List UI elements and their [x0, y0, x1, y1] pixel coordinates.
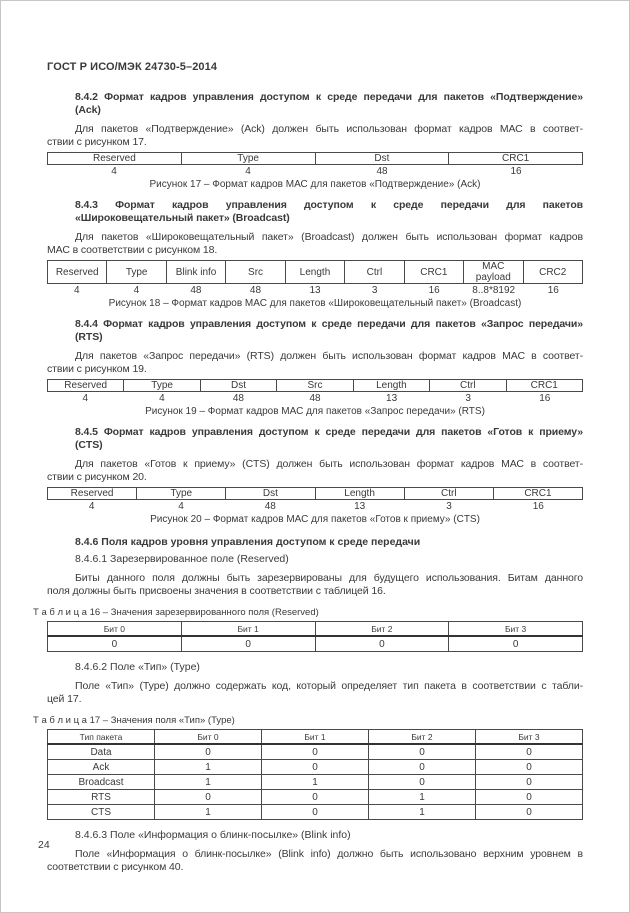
figure-field-bits-row [47, 284, 583, 297]
field-bits-cell: 4 [74, 285, 80, 296]
field-bits-cell: 48 [232, 393, 244, 404]
field-label-cell: Reserved [47, 379, 124, 392]
section-heading [75, 426, 583, 452]
table-cell: 0 [476, 760, 583, 775]
field-bits-cell: 16 [510, 166, 522, 177]
field-label-cell: Blink info [166, 260, 226, 284]
field-bits-cell: 4 [159, 393, 165, 404]
field-label-cell: Reserved [47, 260, 107, 284]
field-label-cell: CRC1 [448, 152, 583, 165]
paragraph-line-2: соответствии с рисунком 40. [47, 861, 184, 873]
data-table [47, 621, 583, 652]
field-label-cell: Ctrl [404, 487, 494, 500]
subsection-paragraph [47, 848, 583, 874]
field-bits-cell: 16 [532, 501, 544, 512]
field-label-cell: Dst [200, 379, 277, 392]
table-cell: 1 [262, 775, 369, 790]
field-bits-cell: 4 [88, 501, 95, 512]
field-label-cell: Length [315, 487, 405, 500]
field-bits-cell: 3 [465, 393, 471, 404]
table-cell: 0 [476, 805, 583, 820]
section-heading-line-1: 8.4.5 Формат кадров управления доступом к среде передачи для пакетов «Готов к приему» [75, 426, 583, 438]
field-label-cell: MAC payload [463, 260, 523, 284]
table-cell: 0 [262, 790, 369, 805]
paragraph-line-1: Биты данного поля должны быть зарезервированы для будущего использования. Битам данного [75, 572, 583, 584]
table-row [48, 760, 583, 775]
mac-frame-format-figure-cts [47, 487, 583, 513]
subsection-8-4-6-2 [33, 661, 583, 820]
mac-frame-format-figure-rts [47, 379, 583, 405]
table-cell: Broadcast [48, 775, 155, 790]
paragraph-line-2: ствии с рисунком 19. [47, 363, 147, 375]
table-row [48, 790, 583, 805]
table-cell: 0 [449, 636, 583, 652]
column-header: Бит 3 [476, 730, 583, 745]
field-label-cell: Type [106, 260, 166, 284]
field-bits-cell: 3 [446, 501, 452, 512]
table-cell: 0 [369, 760, 476, 775]
table-row [48, 775, 583, 790]
field-label-cell: Length [285, 260, 345, 284]
section-8-4-5 [47, 426, 583, 526]
figure-caption: Рисунок 20 – Формат кадров МАС для пакетов «Готов к приему» (CTS) [150, 514, 480, 525]
column-header: Бит 0 [155, 730, 262, 745]
data-table [47, 729, 583, 820]
paragraph-line-1: Для пакетов «Готов к приему» (CTS) должен быть использован формат кадров МАС в соответ- [75, 458, 583, 470]
paragraph-line-2: МАС в соответствии с рисунком 18. [47, 244, 218, 256]
figure-field-labels-row [47, 487, 583, 500]
field-label-cell: Dst [315, 152, 450, 165]
section-heading-line-2: (RTS) [75, 331, 103, 343]
table-cell: 0 [262, 805, 369, 820]
table-cell: 0 [369, 775, 476, 790]
field-bits-cell: 16 [547, 285, 559, 296]
table-cell: 0 [369, 744, 476, 760]
table-cell: 0 [155, 744, 262, 760]
section-8-4-3 [47, 199, 583, 310]
table-16-caption: Т а б л и ц а 16 – Значения зарезервированного поля (Reserved) [33, 607, 319, 618]
table-cell: 0 [476, 790, 583, 805]
figure-caption: Рисунок 17 – Формат кадров МАС для пакетов «Подтверждение» (Ack) [149, 179, 481, 190]
column-header: Бит 0 [48, 622, 182, 637]
section-heading-line-1: 8.4.2 Формат кадров управления доступом к среде передачи для пакетов «Подтверждение» [75, 91, 583, 103]
figure-field-bits-row [47, 165, 583, 178]
paragraph-line-1: Для пакетов «Подтверждение» (Ack) должен быть использован формат кадров МАС в соответ- [75, 123, 583, 135]
section-heading-line-2: (CTS) [75, 439, 103, 451]
section-heading-line-2: (Ack) [75, 104, 101, 116]
subsection-heading: 8.4.6.1 Зарезервированное поле (Reserved) [75, 553, 289, 565]
figure-field-labels-row [47, 379, 583, 392]
field-bits-cell: 16 [428, 285, 440, 296]
figure-field-bits-row [47, 500, 583, 513]
field-bits-cell: 4 [133, 285, 140, 296]
field-bits-cell: 48 [309, 393, 321, 404]
subsection-heading: 8.4.6.3 Поле «Информация о блинк-посылке» (Blink info) [75, 829, 351, 841]
table-17-type-values [47, 729, 583, 820]
header-row [48, 730, 583, 745]
field-label-cell: Dst [225, 487, 315, 500]
field-bits-cell: 48 [249, 285, 262, 296]
field-label-cell: CRC1 [404, 260, 464, 284]
field-bits-cell: 4 [111, 166, 117, 177]
section-8-4-2 [47, 91, 583, 191]
table-row [48, 744, 583, 760]
paragraph-line-1: Для пакетов «Запрос передачи» (RTS) должен быть использован формат кадров МАС в соответ- [75, 350, 583, 362]
field-bits-cell: 13 [354, 501, 366, 512]
table-cell: 0 [262, 760, 369, 775]
paragraph-line-1: Для пакетов «Широковещательный пакет» (Broadcast) должен быть использован формат кадров [75, 231, 583, 243]
paragraph-line-1: Поле «Тип» (Type) должно содержать код, который определяет тип пакета в соответствии с табли- [75, 680, 583, 692]
section-heading-line-2: «Широковещательный пакет» (Broadcast) [75, 212, 290, 224]
field-bits-cell: 48 [190, 285, 202, 296]
section-heading-line-1: 8.4.3 Формат кадров управления доступом к среде передачи для пакетов [75, 199, 583, 211]
section-heading [75, 199, 583, 225]
field-label-cell: Type [136, 487, 226, 500]
section-heading [75, 318, 583, 344]
table-cell: Ack [48, 760, 155, 775]
subsection-paragraph [47, 680, 583, 706]
field-label-cell: Reserved [47, 152, 182, 165]
field-bits-cell: 4 [245, 166, 251, 177]
mac-frame-format-figure-ack [47, 152, 583, 178]
figure-field-labels-row [47, 152, 583, 165]
field-bits-cell: 48 [376, 166, 388, 177]
paragraph-line-2: цей 17. [47, 693, 82, 705]
mac-frame-format-figure-broadcast [47, 260, 583, 297]
paragraph-line-1: Поле «Информация о блинк-посылке» (Blink info) должно быть использовано верхним уровнем в [75, 848, 583, 860]
field-label-cell: Ctrl [429, 379, 506, 392]
field-bits-cell: 48 [264, 501, 276, 512]
section-paragraph [47, 350, 583, 376]
field-label-cell: Type [181, 152, 316, 165]
figure-caption: Рисунок 19 – Формат кадров МАС для пакетов «Запрос передачи» (RTS) [145, 406, 485, 417]
table-cell: 0 [181, 636, 315, 652]
table-17-caption: Т а б л и ц а 17 – Значения поля «Тип» (Type) [33, 715, 235, 726]
table-cell: 0 [48, 636, 182, 652]
table-row [48, 805, 583, 820]
subsection-heading: 8.4.6.2 Поле «Тип» (Type) [75, 661, 200, 673]
field-label-cell: CRC2 [523, 260, 583, 284]
paragraph-line-2: поля должны быть присвоены значения в соответствии с таблицей 16. [47, 585, 386, 597]
table-cell: 0 [476, 744, 583, 760]
document-header-title: ГОСТ Р ИСО/МЭК 24730-5–2014 [47, 61, 218, 73]
figure-field-bits-row [47, 392, 583, 405]
table-cell: 0 [315, 636, 449, 652]
field-label-cell: Length [353, 379, 430, 392]
section-paragraph [47, 123, 583, 149]
page-number: 24 [38, 839, 50, 851]
field-bits-cell: 4 [82, 393, 89, 404]
column-header: Тип пакета [48, 730, 155, 745]
section-heading-line-1: 8.4.4 Формат кадров управления доступом к среде передачи для пакетов «Запрос передачи» [75, 318, 583, 330]
table-row [48, 636, 583, 652]
figure-field-labels-row [47, 260, 583, 284]
figure-caption: Рисунок 18 – Формат кадров МАС для пакетов «Широковещательный пакет» (Broadcast) [108, 298, 522, 309]
field-label-cell: Reserved [47, 487, 137, 500]
table-cell: RTS [48, 790, 155, 805]
section-paragraph [47, 231, 583, 257]
field-label-cell: CRC1 [493, 487, 583, 500]
paragraph-line-2: ствии с рисунком 17. [47, 136, 147, 148]
section-8-4-4 [47, 318, 583, 418]
field-bits-cell: 13 [309, 285, 321, 296]
field-label-cell: Src [276, 379, 353, 392]
paragraph-line-2: ствии с рисунком 20. [47, 471, 147, 483]
section-paragraph [47, 458, 583, 484]
field-bits-cell: 3 [371, 285, 378, 296]
table-cell: 0 [262, 744, 369, 760]
field-label-cell: Ctrl [344, 260, 404, 284]
table-cell: 1 [369, 790, 476, 805]
subsection-8-4-6-3 [47, 829, 583, 874]
table-16-reserved-values [47, 621, 583, 652]
table-cell: CTS [48, 805, 155, 820]
section-8-4-6-heading: 8.4.6 Поля кадров уровня управления доступом к среде передачи [75, 536, 421, 548]
field-bits-cell: 16 [539, 393, 551, 404]
table-cell: Data [48, 744, 155, 760]
table-cell: 1 [155, 760, 262, 775]
table-cell: 1 [155, 805, 262, 820]
field-label-cell: CRC1 [506, 379, 583, 392]
field-bits-cell: 8..8*8192 [472, 285, 516, 296]
subsection-8-4-6-1 [33, 553, 583, 652]
column-header: Бит 2 [315, 622, 449, 637]
table-cell: 0 [155, 790, 262, 805]
column-header: Бит 1 [181, 622, 315, 637]
field-label-cell: Src [225, 260, 285, 284]
section-heading [75, 91, 583, 117]
table-cell: 1 [369, 805, 476, 820]
table-cell: 1 [155, 775, 262, 790]
field-label-cell: Type [123, 379, 200, 392]
field-bits-cell: 4 [178, 501, 184, 512]
column-header: Бит 1 [262, 730, 369, 745]
column-header: Бит 2 [369, 730, 476, 745]
subsection-paragraph [47, 572, 583, 598]
table-cell: 0 [476, 775, 583, 790]
column-header: Бит 3 [449, 622, 583, 637]
field-bits-cell: 13 [386, 393, 398, 404]
header-row [48, 622, 583, 637]
